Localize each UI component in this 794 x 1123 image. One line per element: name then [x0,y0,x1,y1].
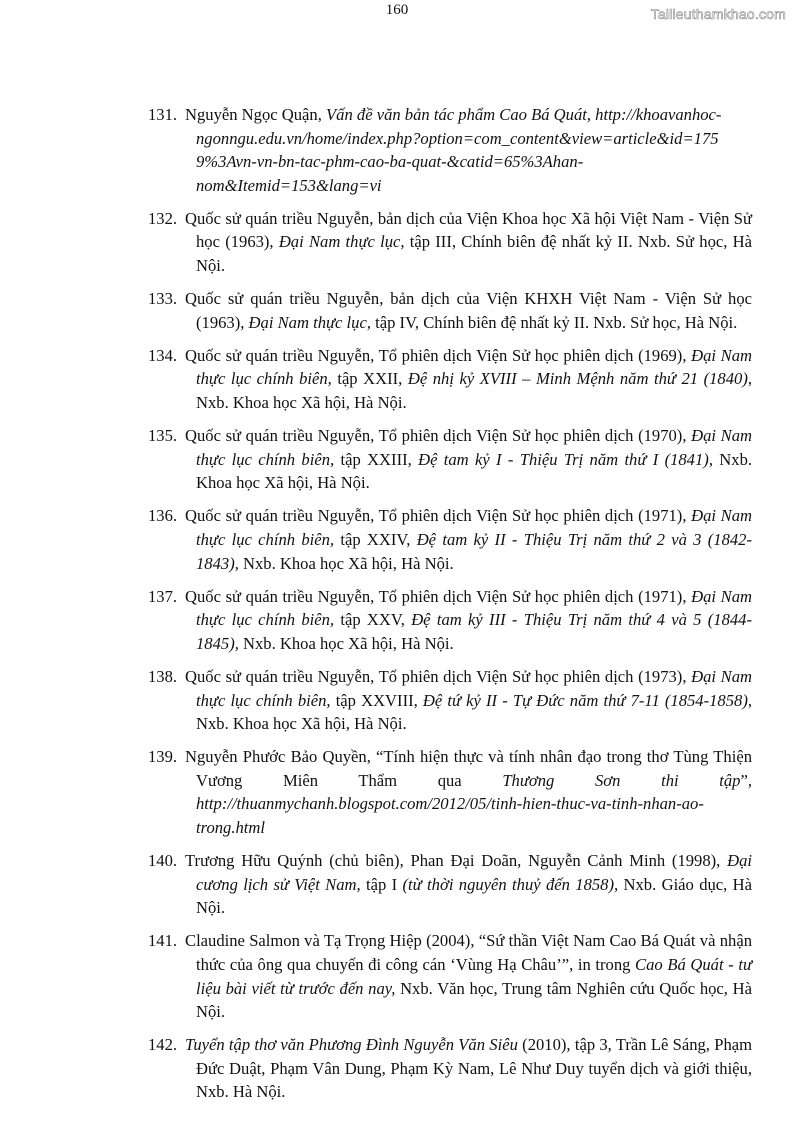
reference-text: , Nxb. Khoa học Xã hội, Hà Nội. [196,690,752,734]
reference-text: Nxb. Giáo dục, Hà Nội. [196,874,752,918]
reference-italic-text: Đại cương lịch sử Việt Nam, [196,851,752,894]
reference-italic-text: Đệ tứ kỷ II - Tự Đức năm thứ 7-11 (1854-1858) [422,690,748,710]
reference-italic-text: Đệ tam kỷ II - Thiệu Trị năm thứ 2 và 3 (1842- 1843) [196,530,752,573]
reference-text: Claudine Salmon và Tạ Trọng Hiệp (2004), “Sứ thần Việt Nam Cao Bá Quát và nhận thức của ông qua chuyến đi công cán ‘Vùng Hạ Châu’”, in trong [185,931,752,974]
reference-text: tập 3, Trần Lê Sáng, Phạm Đức Duật, Phạm Vân Dung, Phạm Kỳ Nam, Lê Như Duy tuyển dịch và giới thiệu, Nxb. Hà Nội. [196,1035,753,1102]
reference-text: Quốc sử quán triều Nguyễn, Tổ phiên dịch Viện Sử học phiên dịch (1973), [185,666,692,686]
reference-number: 141. [148,931,178,951]
reference-number: 133. [148,289,178,309]
reference-number: 138. [148,666,178,686]
reference-text: Quốc sử quán triều Nguyễn, Tổ phiên dịch Viện Sử học phiên dịch (1970), [185,426,692,446]
reference-text: (2010) [517,1035,567,1055]
reference-item [148,504,752,575]
reference-italic-text: Đại Nam thực lục chính biên, [196,345,752,389]
reference-item [148,287,752,334]
reference-item [148,585,752,656]
page-number: 160 [385,2,409,18]
reference-italic-text: Tuyển tập thơ văn Phương Đình Nguyễn Văn Siêu [185,1035,518,1055]
reference-italic-text: Đại Nam thực lục chính biên, [196,506,752,549]
reference-text: Nxb. Văn học, Trung tâm Nghiên cứu Quốc học, Hà Nội. [196,978,752,1022]
reference-italic-text: Đại Nam thực lục, [278,232,405,252]
reference-text: Quốc sử quán triều Nguyễn, bản dịch của Viện Khoa học Xã hội Việt Nam - Viện Sử học (1963), [185,208,752,252]
reference-italic-text: Đại Nam thực lục chính biên, [196,426,752,469]
reference-italic-text: , [566,1035,571,1055]
reference-item [148,1033,752,1104]
reference-italic-text: Thương Sơn thi tập [502,770,741,790]
reference-text: tập I [360,874,403,894]
reference-item [148,929,752,1023]
reference-italic-text: Đại Nam thực lục, [248,312,371,332]
reference-text: tập XXIII, [334,449,419,469]
reference-number: 142. [148,1035,178,1055]
reference-italic-text: Đệ tam kỷ I - Thiệu Trị năm thứ I (1841) [418,449,709,469]
reference-number: 136. [148,506,178,526]
reference-text: , Nxb. Khoa học Xã hội, Hà Nội. [196,369,753,413]
reference-text: tập XXVIII, [330,690,423,710]
reference-item [148,344,752,415]
reference-item [148,207,752,278]
reference-text: Nxb. Khoa học Xã hội, Hà Nội. [238,633,454,653]
reference-text: Quốc sử quán triều Nguyễn, Tổ phiên dịch Viện Sử học phiên dịch (1969), [185,345,692,365]
reference-text: tập XXV, [334,610,412,630]
reference-item [148,849,752,920]
reference-number: 140. [148,851,178,871]
reference-text: Nguyễn Ngọc Quận, [185,105,327,124]
reference-item [148,103,752,197]
reference-text: tập IV, Chính biên đệ nhất kỷ II. Nxb. Sử học, Hà Nội. [370,312,738,332]
reference-item [148,745,752,839]
reference-italic-text: Vấn đề văn bản tác phẩm Cao Bá Quát, http://khoavanhoc- ngonngu.edu.vn/home/index.php?option=com_content&view=article&id=175 9%3Avn-vn-bn-tac-phm-cao-ba-quat-&catid=65%3Ahan- nom&Itemid=153&lang=vi [196,105,722,195]
reference-italic-text: Cao Bá Quát - tư liệu bài viết từ trước đến nay, [196,955,752,998]
reference-number: 139. [148,747,178,767]
reference-item [148,665,752,736]
reference-italic-text: Đệ nhị kỷ XVIII – Minh Mệnh năm thứ 21 (1840) [407,369,748,389]
reference-text: Quốc sử quán triều Nguyễn, Tổ phiên dịch Viện Sử học phiên dịch (1971), [185,586,692,606]
reference-number: 135. [148,426,178,446]
reference-italic-text: Đại Nam thực lục chính biên, [196,586,752,630]
reference-text: , Nxb. Khoa học Xã hội, Hà Nội. [196,449,753,493]
reference-text: Quốc sử quán triều Nguyễn, bản dịch của Viện KHXH Việt Nam - Viện Sử học (1963), [185,289,752,332]
reference-number: 131. [148,105,178,124]
reference-text: ”, [740,770,752,790]
reference-text: tập III, Chính biên đệ nhất kỷ II. Nxb. Sử học, Hà Nội. [196,232,752,276]
reference-list [148,103,752,1114]
reference-text: Quốc sử quán triều Nguyễn, Tổ phiên dịch Viện Sử học phiên dịch (1971), [185,506,692,526]
reference-italic-text: (từ thời nguyên thuỷ đến 1858), [402,874,619,894]
reference-italic-text: Đại Nam thực lục chính biên, [196,666,752,710]
reference-text: , Nxb. Khoa học Xã hội, Hà Nội. [234,553,454,573]
reference-number: 132. [148,208,178,228]
reference-number: 134. [148,345,178,365]
reference-text: Trương Hữu Quýnh (chủ biên), Phan Đại Doãn, Nguyễn Cảnh Minh (1998), [185,851,728,871]
reference-italic-text: Đệ tam kỷ III - Thiệu Trị năm thứ 4 và 5 (1844- 1845), [196,610,752,653]
reference-text: tập XXIV, [334,530,417,549]
reference-item [148,424,752,495]
reference-italic-text: http://thuanmychanh.blogspot.com/2012/05/tinh-hien-thuc-va-tinh-nhan-ao- trong.html [196,794,704,838]
watermark: Tailieuthamkhao.com [650,6,786,22]
reference-number: 137. [148,586,178,606]
reference-text: Nguyễn Phước Bảo Quyền, “Tính hiện thực và tính nhân đạo trong thơ Tùng Thiện Vương Miên Thẩm qua [185,747,752,790]
reference-text: tập XXII, [331,369,408,389]
